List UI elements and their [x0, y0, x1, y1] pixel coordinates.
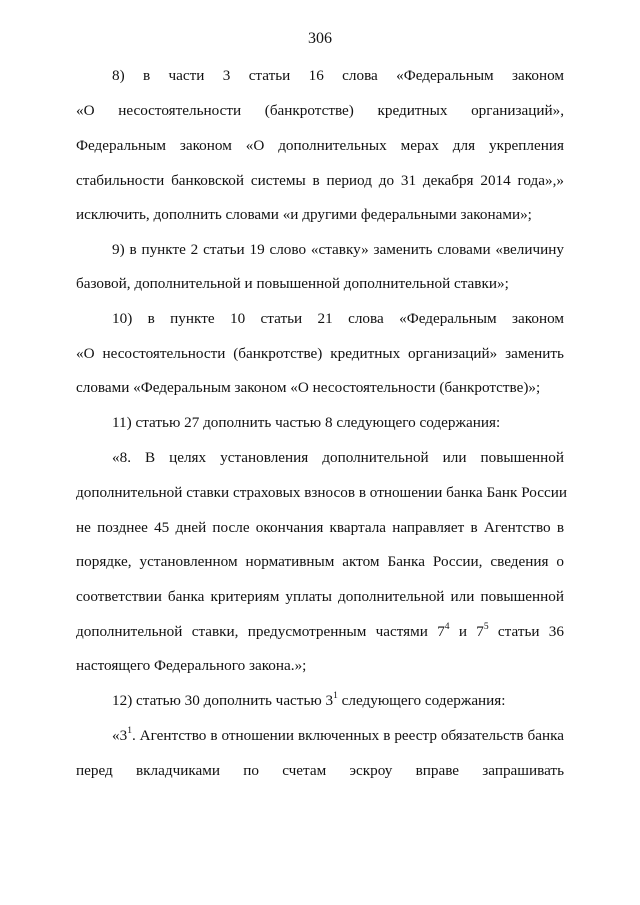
text-line: не позднее 45 дней после окончания квартала направляет в Агентство в [76, 519, 564, 536]
text-line: «8. В целях установления дополнительной или повышенной [112, 449, 564, 466]
superscript: 1 [333, 690, 338, 701]
text-segment: следующего содержания: [337, 692, 506, 709]
page-number: 306 [308, 30, 332, 47]
text-line: стабильности банковской системы в период до 31 декабря 2014 года»,» [76, 172, 564, 189]
text-line: соответствии банка критериям уплаты дополнительной или повышенной [76, 588, 564, 605]
text-segment: . Агентство в отношении включенных в реестр обязательств банка [131, 727, 564, 744]
text-line [112, 726, 564, 746]
text-line: словами «Федеральным законом «О несостоятельности (банкротстве)»; [76, 379, 541, 396]
text-line: 11) статью 27 дополнить частью 8 следующего содержания: [112, 414, 501, 431]
text-line [112, 691, 564, 711]
text-segment: дополнительной ставки, предусмотренным частями 7 [76, 623, 445, 640]
text-line: перед вкладчиками по счетам эскроу вправе запрашивать [76, 762, 564, 779]
text-line: 10) в пункте 10 статьи 21 слова «Федеральным законом [112, 310, 564, 327]
text-line: настоящего Федерального закона.»; [76, 657, 307, 674]
text-line: 8) в части 3 статьи 16 слова «Федеральным законом [112, 67, 564, 84]
superscript: 1 [127, 725, 132, 736]
superscript: 5 [483, 621, 489, 632]
text-segment: «3 [112, 727, 128, 744]
superscript: 4 [444, 621, 450, 632]
text-segment: 12) статью 30 дополнить частью 3 [112, 692, 334, 709]
text-line: «О несостоятельности (банкротстве) кредитных организаций» заменить [76, 345, 564, 362]
text-line: порядке, установленном нормативным актом Банка России, сведения о [76, 553, 564, 570]
text-line: «О несостоятельности (банкротстве) кредитных организаций», [76, 102, 564, 119]
text-line: исключить, дополнить словами «и другими федеральными законами»; [76, 206, 532, 223]
text-line: 9) в пункте 2 статьи 19 слово «ставку» заменить словами «величину [112, 241, 564, 258]
text-line: дополнительной ставки страховых взносов в отношении банка Банк России [76, 484, 567, 501]
text-segment: статьи 36 [488, 623, 564, 640]
text-segment: и 7 [449, 623, 484, 640]
text-line: Федеральным законом «О дополнительных мерах для укрепления [76, 137, 564, 154]
text-line [76, 622, 564, 642]
text-line: базовой, дополнительной и повышенной дополнительной ставки»; [76, 275, 509, 292]
